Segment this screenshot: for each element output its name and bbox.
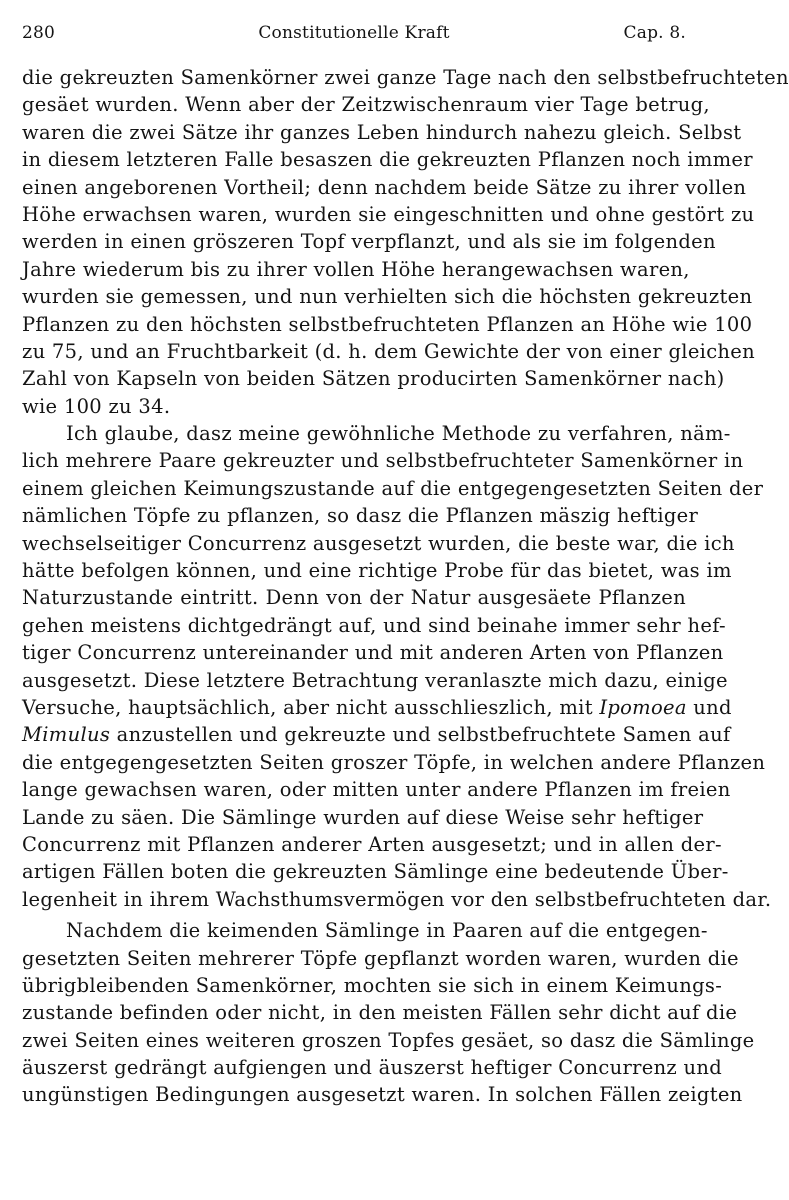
text-line: legenheit in ihrem Wachsthumsvermögen vor den selbstbefruchteten dar.	[22, 887, 772, 911]
page-number: 280	[22, 23, 56, 43]
text-line: Jahre wiederum bis zu ihrer vollen Höhe herangewachsen waren,	[22, 257, 690, 281]
text-line: zustande befinden oder nicht, in den meisten Fällen sehr dicht auf die	[22, 1001, 738, 1025]
text-line: einem gleichen Keimungszustande auf die entgegengesetzten Seiten der	[22, 476, 764, 500]
italic-term: Ipomoea	[599, 695, 687, 719]
text-line: die gekreuzten Samenkörner zwei ganze Tage nach den selbstbefruchteten	[22, 66, 789, 89]
text-line: ausgesetzt. Diese letztere Betrachtung veranlaszte mich dazu, einige	[22, 668, 728, 692]
paragraph	[22, 420, 772, 913]
text-line: Lande zu säen. Die Sämlinge wurden auf diese Weise sehr heftiger	[22, 805, 704, 829]
text-line: Naturzustande eintritt. Denn von der Natur ausgesäete Pflanzen	[22, 586, 686, 610]
text-line: gesäet wurden. Wenn aber der Zeitzwischenraum vier Tage betrug,	[22, 93, 710, 117]
text-line: wechselseitiger Concurrenz ausgesetzt wurden, die beste war, die ich	[22, 531, 735, 555]
text-line: lange gewachsen waren, oder mitten unter andere Pflanzen im freien	[22, 778, 731, 802]
book-page	[22, 0, 789, 1200]
text-line: zu 75, und an Fruchtbarkeit (d. h. dem Gewichte der von einer gleichen	[22, 339, 755, 363]
paragraph	[22, 64, 789, 420]
text-line: Zahl von Kapseln von beiden Sätzen producirten Samenkörner nach)	[22, 367, 725, 391]
text-line: zwei Seiten eines weiteren groszen Topfes gesäet, so dasz die Sämlinge	[22, 1028, 755, 1052]
text-line: Pflanzen zu den höchsten selbstbefruchteten Pflanzen an Höhe wie 100	[22, 312, 753, 336]
running-title: Constitutionelle Kraft	[258, 23, 450, 43]
text-line: nämlichen Töpfe zu pflanzen, so dasz die Pflanzen mäszig heftiger	[22, 504, 699, 528]
text-line: Versuche, hauptsächlich, aber nicht ausschlieszlich, mit Ipomoea und	[22, 695, 732, 719]
text-line: in diesem letzteren Falle besaszen die gekreuzten Pflanzen noch immer	[22, 148, 753, 172]
text-line: ungünstigen Bedingungen ausgesetzt waren. In solchen Fällen zeigten	[22, 1083, 743, 1107]
text-line: waren die zwei Sätze ihr ganzes Leben hindurch nahezu gleich. Selbst	[22, 120, 742, 144]
text-line: Höhe erwachsen waren, wurden sie eingeschnitten und ohne gestört zu	[22, 202, 755, 226]
text-line: wurden sie gemessen, und nun verhielten sich die höchsten gekreuzten	[22, 285, 753, 309]
text-line: gesetzten Seiten mehrerer Töpfe gepflanzt worden waren, wurden die	[22, 946, 739, 970]
text-line: hätte befolgen können, und eine richtige Probe für das bietet, was im	[22, 559, 732, 583]
text-line: äuszerst gedrängt aufgiengen und äuszerst heftiger Concurrenz und	[22, 1056, 723, 1080]
body-text	[22, 64, 789, 1109]
text-line: artigen Fällen boten die gekreuzten Sämlinge eine bedeutende Über-	[22, 860, 729, 884]
running-head	[22, 20, 686, 46]
text-line: übrigbleibenden Samenkörner, mochten sie sich in einem Keimungs-	[22, 973, 723, 997]
text-line: Ich glaube, dasz meine gewöhnliche Methode zu verfahren, näm-	[66, 422, 731, 446]
text-line: einen angeborenen Vortheil; denn nachdem beide Sätze zu ihrer vollen	[22, 175, 747, 199]
text-line: lich mehrere Paare gekreuzter und selbstbefruchteter Samenkörner in	[22, 449, 744, 473]
text-line: Mimulus anzustellen und gekreuzte und selbstbefruchtete Samen auf	[22, 723, 731, 747]
paragraph	[22, 917, 755, 1109]
text-line: gehen meistens dichtgedrängt auf, und sind beinahe immer sehr hef-	[22, 613, 726, 637]
text-line: wie 100 zu 34.	[22, 394, 171, 418]
italic-term: Mimulus	[22, 723, 111, 747]
text-line: tiger Concurrenz untereinander und mit anderen Arten von Pflanzen	[22, 641, 724, 665]
text-line: die entgegengesetzten Seiten groszer Töpfe, in welchen andere Pflanzen	[22, 750, 766, 774]
text-line: Nachdem die keimenden Sämlinge in Paaren auf die entgegen-	[66, 919, 708, 943]
text-line: werden in einen gröszeren Topf verpflanzt, und als sie im folgenden	[22, 230, 716, 254]
text-line: Concurrenz mit Pflanzen anderer Arten ausgesetzt; und in allen der-	[22, 832, 722, 856]
chapter-label: Cap. 8.	[623, 23, 686, 43]
